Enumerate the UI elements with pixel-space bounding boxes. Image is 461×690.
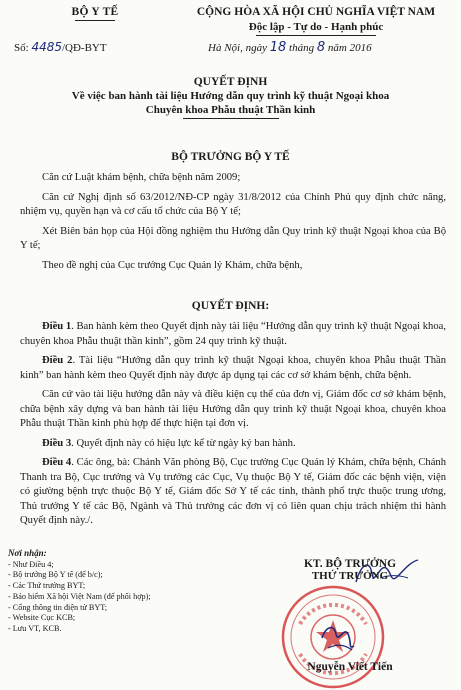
authority-heading: BỘ TRƯỞNG BỘ Y TẾ (171, 151, 290, 163)
article-1: Điều 1. Ban hành kèm theo Quyết định này tài liệu “Hướng dẫn quy trình kỹ thuật Ngoại khoa, chuyên khoa Phẫu thuật thần kinh”, gồm 24 quy trình kỹ thuật. (20, 321, 446, 347)
motto-underline (256, 35, 376, 36)
handwritten-day: 18 (269, 40, 287, 55)
articles (20, 320, 446, 534)
signer-title-1: KT. BỘ TRƯỞNG (303, 558, 397, 570)
document-title (10, 76, 451, 119)
national-motto: Độc lập - Tự do - Hạnh phúc (248, 21, 384, 33)
signature-block (250, 558, 450, 673)
document-number: Số: 4485/QĐ-BYT (14, 40, 107, 54)
article-3: Điều 3. Quyết định này có hiệu lực kể từ ngày ký ban hành. (42, 437, 296, 449)
nation-name: CỘNG HÒA XÃ HỘI CHỦ NGHĨA VIỆT NAM (196, 6, 436, 18)
seal-signature-scribble-icon (318, 620, 358, 656)
title-underline (183, 118, 279, 119)
recipients-heading: Nơi nhận: (8, 548, 47, 558)
recipient-item: - Bộ trưởng Bộ Y tế (để b/c); (8, 570, 103, 580)
preamble-item: Căn cứ Luật khám bệnh, chữa bệnh năm 2009; (42, 172, 241, 183)
agency-underline (75, 20, 115, 21)
issuing-agency (20, 6, 170, 21)
decision-heading: QUYẾT ĐỊNH: (191, 300, 270, 312)
signer-name: Nguyễn Viết Tiến (307, 661, 393, 673)
preamble-item: Căn cứ Nghị định số 63/2012/NĐ-CP ngày 31/8/2012 của Chính Phủ quy định chức năng, nhiệm vụ, quyền hạn và cơ cấu tổ chức của Bộ Y tế; (20, 191, 446, 217)
recipients-list (8, 548, 208, 635)
title-heading: QUYẾT ĐỊNH (193, 76, 268, 88)
title-subject-1: Về việc ban hành tài liệu Hướng dẫn quy trình kỹ thuật Ngoại khoa (71, 90, 390, 102)
article-2: Điều 2. Tài liệu “Hướng dẫn quy trình kỹ thuật Ngoại khoa, chuyên khoa Phẫu thuật Thần kinh” ban hành kèm theo Quyết định này được áp dụng tại các cơ sở khám bệnh, chữa bệnh. (20, 355, 446, 381)
article-2-continued: Căn cứ vào tài liệu hướng dẫn này và điều kiện cụ thể của đơn vị, Giám đốc cơ sở khám bệnh, chữa bệnh xây dựng và ban hành tài liệu Hướng dẫn quy trình kỹ thuật Ngoại khoa, chuyên khoa Phẫu thuật Thần kinh phù hợp để thực hiện tại đơn vị. (20, 389, 446, 429)
title-subject-2: Chuyên khoa Phẫu thuật Thần kinh (145, 104, 316, 116)
agency-name: BỘ Y TẾ (71, 6, 119, 18)
preamble-item: Theo đề nghị của Cục trưởng Cục Quản lý Khám, chữa bệnh, (42, 259, 303, 271)
recipient-item: - Bảo hiểm Xã hội Việt Nam (để phối hợp); (8, 591, 151, 601)
recipient-item: - Như Điều 4; (8, 559, 54, 569)
handwritten-number: 4485 (31, 40, 62, 54)
national-header (178, 6, 454, 36)
recipient-item: - Các Thứ trưởng BYT; (8, 581, 86, 591)
handwritten-month: 8 (316, 40, 326, 55)
preamble (20, 171, 446, 278)
date-line: Hà Nội, ngày 18 tháng 8 năm 2016 (208, 40, 372, 55)
recipient-item: - Cổng thông tin điện tử BYT; (8, 602, 108, 612)
preamble-item: Xét Biên bản họp của Hội đồng nghiệm thu Hướng dẫn Quy trình kỹ thuật Ngoại khoa của Bộ Y tế; (20, 225, 446, 251)
signer-title-2: THỨ TRƯỞNG (311, 570, 389, 582)
recipient-item: - Lưu VT, KCB. (8, 623, 62, 633)
recipient-item: - Website Cục KCB; (8, 613, 76, 623)
article-4: Điều 4. Các ông, bà: Chánh Văn phòng Bộ, Cục trưởng Cục Quản lý Khám, chữa bệnh, Chánh Thanh tra Bộ, Cục trưởng và Vụ trưởng các Cục, Vụ thuộc Bộ Y tế, Giám đốc các bệnh viện, viện có giường bệnh trực thuộc Bộ Y tế, Giám đốc Sở Y tế các tỉnh, thành phố trực thuộc trung ương, Thủ trưởng Y tế các Bộ, Ngành và Thủ trưởng các đơn vị có liên quan chịu trách nhiệm thi hành Quyết định này./. (20, 457, 446, 526)
